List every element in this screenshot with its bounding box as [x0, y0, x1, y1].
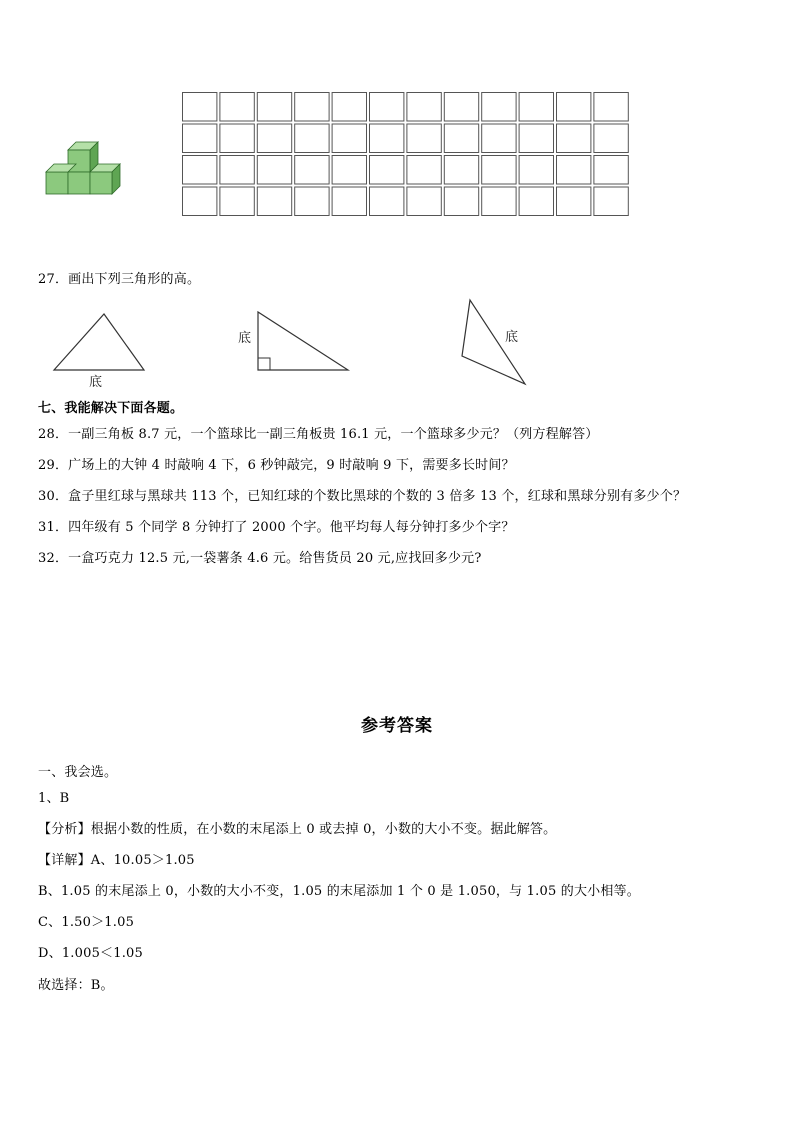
- grid-cell: [557, 93, 591, 122]
- grid-cell: [295, 156, 329, 185]
- grid-cell: [519, 156, 553, 185]
- grid-cell: [482, 156, 516, 185]
- grid-cell: [295, 93, 329, 122]
- grid-cell: [557, 156, 591, 185]
- problem-31: 31．四年级有 5 个同学 8 分钟打了 2000 个字。他平均每人每分钟打多少个字？: [38, 520, 515, 535]
- answer-detail-d: D、1.005＜1.05: [38, 946, 143, 961]
- grid-cell: [444, 156, 478, 185]
- section-7-heading: 七、我能解决下面各题。: [38, 401, 184, 416]
- answer-1: 1、B: [38, 791, 70, 806]
- grid-cell: [295, 187, 329, 216]
- grid-cell: [594, 124, 628, 153]
- grid-cell: [444, 124, 478, 153]
- answer-section-1: 一、我会选。: [38, 765, 118, 780]
- grid-cell: [594, 187, 628, 216]
- answer-analysis: 【分析】根据小数的性质，在小数的末尾添上 0 或去掉 0，小数的大小不变。据此解答。: [38, 822, 557, 837]
- problem-28: 28．一副三角板 8.7 元，一个篮球比一副三角板贵 16.1 元，一个篮球多少元？（列方程解答）: [38, 427, 599, 442]
- grid-cell: [594, 93, 628, 122]
- grid-cell: [482, 124, 516, 153]
- problem-29: 29．广场上的大钟 4 时敲响 4 下，6 秒钟敲完，9 时敲响 9 下，需要多长时间？: [38, 458, 515, 473]
- triangle-1: [54, 314, 144, 390]
- grid-cell: [407, 156, 441, 185]
- grid-cell: [183, 124, 217, 153]
- grid-cell: [257, 156, 291, 185]
- problem-32: 32．一盒巧克力 12.5 元,一袋薯条 4.6 元。给售货员 20 元,应找回多少元?: [38, 551, 482, 566]
- grid-cell: [332, 156, 366, 185]
- grid-cell: [519, 124, 553, 153]
- grid-cell: [407, 93, 441, 122]
- grid-cell: [370, 156, 404, 185]
- grid-cell: [332, 93, 366, 122]
- problem-30: 30．盒子里红球与黑球共 113 个，已知红球的个数比黑球的个数的 3 倍多 13 个，红球和黑球分别有多少个？: [38, 489, 687, 504]
- grid-cell: [332, 187, 366, 216]
- answer-detail-b: B、1.05 的末尾添上 0，小数的大小不变，1.05 的末尾添加 1 个 0 是 1.050，与 1.05 的大小相等。: [38, 884, 640, 899]
- drawing-grid: [178, 88, 638, 220]
- answer-key-title: 参考答案: [361, 716, 433, 736]
- triangle-3: [462, 300, 525, 384]
- grid-cell: [407, 187, 441, 216]
- grid-cell: [370, 93, 404, 122]
- grid-cell: [220, 124, 254, 153]
- triangle-3-base-label: 底: [505, 330, 519, 345]
- grid-cell: [557, 124, 591, 153]
- answer-detail-c: C、1.50＞1.05: [38, 915, 135, 930]
- grid-cell: [257, 187, 291, 216]
- question-27: 27．画出下列三角形的高。: [38, 272, 201, 287]
- triangle-1-base-label: 底: [89, 375, 103, 390]
- grid-cell: [183, 156, 217, 185]
- grid-cell: [444, 187, 478, 216]
- grid-cell: [220, 187, 254, 216]
- grid-cell: [257, 124, 291, 153]
- triangles-figure: [0, 290, 794, 390]
- grid-cell: [444, 93, 478, 122]
- grid-cell: [519, 93, 553, 122]
- answer-conclusion: 故选择：B。: [38, 978, 114, 993]
- triangle-2-base-label: 底: [238, 331, 252, 346]
- grid-cell: [407, 124, 441, 153]
- grid-cell: [332, 124, 366, 153]
- grid-cell: [220, 93, 254, 122]
- grid-cell: [519, 187, 553, 216]
- answer-detail-a: 【详解】A、10.05＞1.05: [38, 853, 195, 868]
- cube-stack-figure: [40, 140, 130, 202]
- grid-cell: [183, 187, 217, 216]
- grid-cell: [557, 187, 591, 216]
- triangle-2: [238, 312, 348, 370]
- grid-cell: [594, 156, 628, 185]
- grid-cell: [370, 187, 404, 216]
- grid-cell: [370, 124, 404, 153]
- grid-cell: [482, 187, 516, 216]
- grid-cell: [295, 124, 329, 153]
- grid-cell: [183, 93, 217, 122]
- grid-cell: [257, 93, 291, 122]
- grid-cell: [482, 93, 516, 122]
- grid-cell: [220, 156, 254, 185]
